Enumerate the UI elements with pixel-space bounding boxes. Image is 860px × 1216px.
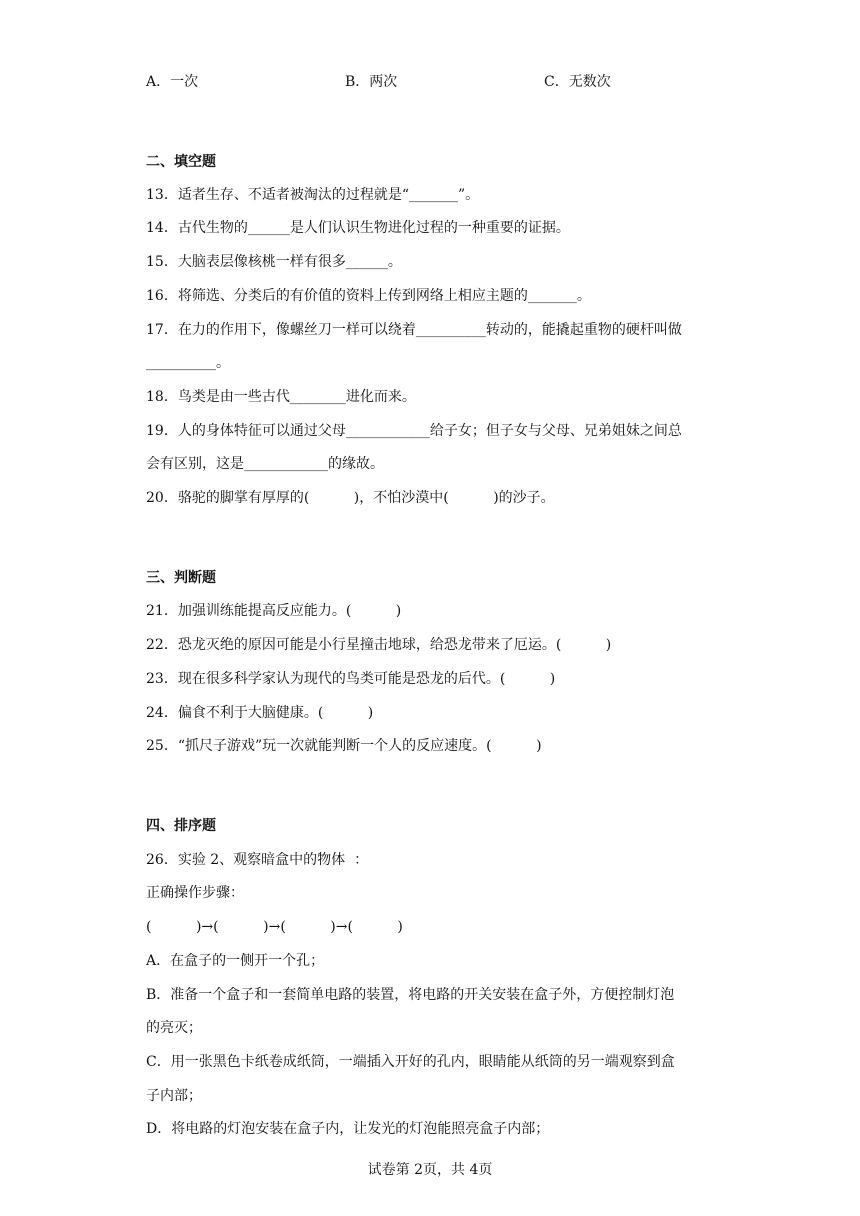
question-15: 15．大脑表层像核桃一样有很多______。 (146, 254, 402, 270)
step-b: B．准备一个盒子和一套简单电路的装置，将电路的开关安装在盒子外，方便控制灯泡 (146, 987, 675, 1003)
section-heading-ordering: 四、排序题 (146, 818, 216, 834)
steps-order-blanks: ( )→( )→( )→( ) (146, 919, 403, 935)
question-17-cont: __________。 (146, 355, 230, 371)
section-heading-true-false: 三、判断题 (146, 570, 216, 586)
question-17: 17．在力的作用下，像螺丝刀一样可以绕着__________转动的，能撬起重物的硬杆叫做 (146, 322, 682, 338)
question-13: 13．适者生存、不适者被淘汰的过程就是“_______”。 (146, 187, 480, 203)
section-heading-fill-blank: 二、填空题 (146, 154, 216, 170)
option-b: B．两次 (345, 74, 398, 90)
question-23: 23．现在很多科学家认为现代的鸟类可能是恐龙的后代。( ) (146, 671, 556, 687)
question-16: 16．将筛选、分类后的有价值的资料上传到网络上相应主题的_______。 (146, 288, 591, 304)
question-25: 25．“抓尺子游戏”玩一次就能判断一个人的反应速度。( ) (146, 738, 542, 754)
question-18: 18．鸟类是由一些古代________进化而来。 (146, 389, 416, 405)
question-26: 26．实验 2、观察暗盒中的物体 ： (146, 852, 369, 868)
question-22: 22．恐龙灭绝的原因可能是小行星撞击地球，给恐龙带来了厄运。( ) (146, 637, 612, 653)
step-c: C．用一张黑色卡纸卷成纸筒，一端插入开好的孔内，眼睛能从纸筒的另一端观察到盒 (146, 1054, 675, 1070)
step-c-cont: 子内部； (146, 1088, 202, 1104)
page-footer: 试卷第 2页，共 4页 (367, 1162, 493, 1178)
step-a: A．在盒子的一侧开一个孔； (146, 953, 325, 969)
question-24: 24．偏食不利于大脑健康。( ) (146, 705, 374, 721)
question-19: 19．人的身体特征可以通过父母____________给子女；但子女与父母、兄弟姐妹之间总 (146, 423, 682, 439)
option-a: A．一次 (146, 74, 199, 90)
steps-label: 正确操作步骤： (146, 885, 244, 901)
question-14: 14．古代生物的______是人们认识生物进化过程的一种重要的证据。 (146, 220, 570, 236)
question-19-cont: 会有区别，这是____________的缘故。 (146, 456, 384, 472)
question-20: 20．骆驼的脚掌有厚厚的( )，不怕沙漠中( )的沙子。 (146, 490, 555, 506)
question-21: 21．加强训练能提高反应能力。( ) (146, 603, 402, 619)
step-b-cont: 的亮灭； (146, 1020, 202, 1036)
step-d: D．将电路的灯泡安装在盒子内，让发光的灯泡能照亮盒子内部； (146, 1121, 550, 1137)
option-c: C．无数次 (544, 74, 611, 90)
